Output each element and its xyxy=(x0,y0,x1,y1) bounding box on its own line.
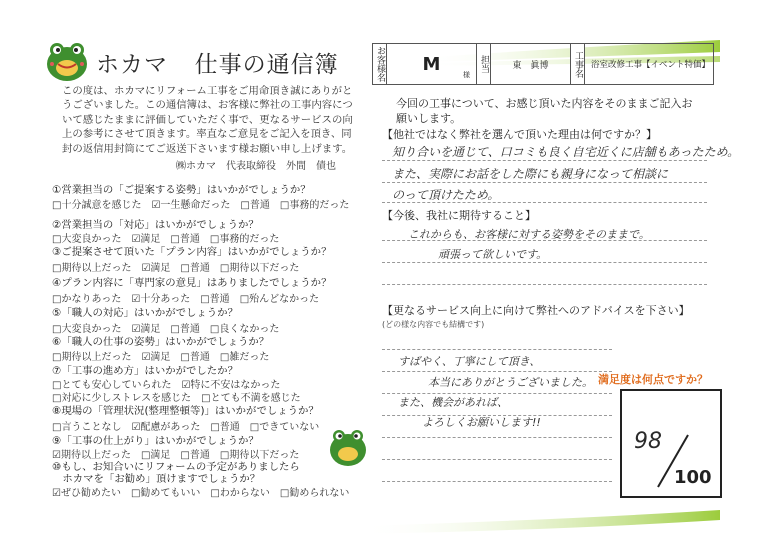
advice-line-4: よろしくお願いします!! xyxy=(422,416,541,429)
option-row xyxy=(52,196,359,211)
option-checkbox[interactable]: □とても安心していられた xyxy=(52,380,172,391)
option-row xyxy=(52,418,329,433)
option-checkbox[interactable]: □できていない xyxy=(249,422,320,433)
score-max: 100 xyxy=(674,467,712,488)
ruled-line xyxy=(382,481,612,482)
question-text: ⑨「工事の仕上がり」はいかがでしょうか？ xyxy=(52,435,259,447)
question-text: ⑤「職人の対応」はいかがでしょうか？ xyxy=(52,307,238,319)
question-text: ホカマを「お勧め」頂けますでしょうか？ xyxy=(52,473,261,485)
score-question: 満足度は何点ですか？ xyxy=(598,373,708,386)
work-name: 浴室改修工事【イベント特価】 xyxy=(585,44,714,85)
option-checkbox[interactable]: □普通 xyxy=(210,422,240,433)
option-checkbox[interactable]: □十分誠意を感じた xyxy=(52,200,142,211)
staff-label: 担当 xyxy=(477,44,491,85)
option-checkbox[interactable]: ☑満足 xyxy=(141,263,171,274)
ruled-line xyxy=(382,284,707,285)
question-text: ⑧現場の「管理状況(整理整頓等)」はいかがでしょうか？ xyxy=(52,405,319,417)
option-checkbox[interactable]: □期待以上だった xyxy=(52,352,132,363)
brand-name: ホカマ xyxy=(96,52,168,78)
ruled-line xyxy=(382,262,707,263)
mascot-frog-bottom xyxy=(325,424,371,470)
option-checkbox[interactable]: □普通 xyxy=(240,200,270,211)
option-checkbox[interactable]: ☑十分あった xyxy=(131,294,191,305)
option-checkbox[interactable]: □大変良かった xyxy=(52,234,122,245)
staff-name: 東 眞博 xyxy=(491,44,571,85)
option-checkbox[interactable]: □普通 xyxy=(180,352,210,363)
advice-note: (どの様な内容でも結構です) xyxy=(382,320,485,329)
option-checkbox[interactable]: ☑特に不安はなかった xyxy=(181,380,281,391)
option-checkbox[interactable]: □かなりあった xyxy=(52,294,122,305)
score-value: 98 xyxy=(634,429,662,454)
advice-line-1: すばやく、丁寧にして頂き、 xyxy=(398,355,541,368)
option-checkbox[interactable]: □殆んどなかった xyxy=(239,294,320,305)
option-checkbox[interactable]: □普通 xyxy=(180,263,210,274)
mascot-frog-logo xyxy=(42,38,92,84)
question-text: ②営業担当の「対応」はいかがでしょうか？ xyxy=(52,219,259,231)
advice-line-3: また、機会があれば、 xyxy=(398,396,508,409)
reason-line-3: のって頂けたため。 xyxy=(392,188,500,202)
sama-suffix: 様 xyxy=(463,71,470,79)
option-checkbox[interactable]: □期待以下だった xyxy=(219,263,300,274)
option-row xyxy=(52,290,329,305)
option-checkbox[interactable]: □普通 xyxy=(170,324,200,335)
ruled-line xyxy=(382,437,612,438)
reason-title: 【他社ではなく弊社を選んで頂いた理由は何ですか？】 xyxy=(382,128,657,141)
intro-paragraph: この度は、ホカマにリフォーム工事をご用命頂き誠にありがとうございました。この通信簿は、お客様に弊社の工事内容について感じたままに評価していただく事で、更なるサービスの向上の参考にさせて頂きます。率直なご意見をご記入を頂き、同封の返信用封筒にてご返送下さいます様お願い申し上げます。 xyxy=(62,85,353,155)
ruled-line xyxy=(382,371,612,372)
option-checkbox[interactable]: □わからない xyxy=(210,488,270,499)
customer-cell xyxy=(387,44,477,85)
option-checkbox[interactable]: □雑だった xyxy=(219,352,270,363)
work-label: 工事名 xyxy=(571,44,585,85)
option-checkbox[interactable]: □対応に少しストレスを感じた xyxy=(52,393,192,404)
question-text: ①営業担当の「ご提案する姿勢」はいかがでしょうか？ xyxy=(52,184,311,196)
option-checkbox[interactable]: □普通 xyxy=(170,234,200,245)
advice-title: 【更なるサービス向上に向けて弊社へのアドバイスを下さい】 xyxy=(382,304,690,317)
reason-line-2: また、実際にお話をした際にも親身になって相談に xyxy=(392,167,669,181)
ruled-line xyxy=(382,459,612,460)
option-checkbox[interactable]: ☑期待以上だった xyxy=(52,450,131,461)
option-checkbox[interactable]: □勧められない xyxy=(279,488,350,499)
option-checkbox[interactable]: □言うことなし xyxy=(52,422,122,433)
option-checkbox[interactable]: ☑配慮があった xyxy=(131,422,201,433)
ruled-line xyxy=(382,349,612,350)
option-row xyxy=(52,259,309,274)
option-checkbox[interactable]: □普通 xyxy=(180,450,210,461)
option-checkbox[interactable]: □事務的だった xyxy=(279,200,350,211)
question-text: ⑦「工事の進め方」はいかがでしたか？ xyxy=(52,365,238,377)
option-checkbox[interactable]: □良くなかった xyxy=(209,324,280,335)
option-row xyxy=(52,348,279,363)
request-text: 今回の工事について、お感じ頂いた内容をそのままご記入お願いします。 xyxy=(396,97,693,125)
page-title xyxy=(96,46,339,79)
option-checkbox[interactable]: ☑満足 xyxy=(131,234,161,245)
signature: ㈱ホカマ 代表取締役 外間 債也 xyxy=(176,161,336,172)
title-text: 仕事の通信簿 xyxy=(194,52,339,78)
info-header-table xyxy=(372,43,714,85)
option-checkbox[interactable]: □満足 xyxy=(140,450,171,461)
question-text: ⑩もし、お知合いにリフォームの予定がありましたら xyxy=(52,461,300,473)
question-text: ④プラン内容に「専門家の意見」はありましたでしょうか？ xyxy=(52,277,332,289)
advice-line-2: 本当にありがとうございました。 xyxy=(428,376,593,389)
option-checkbox[interactable]: □事務的だった xyxy=(209,234,280,245)
reason-line-1: 知り合いを通じて、口コミも良く自宅近くに店舗もあったため。 xyxy=(392,145,740,159)
option-checkbox[interactable]: □期待以上だった xyxy=(52,263,132,274)
expect-line-2: 頑張って欲しいです。 xyxy=(438,248,548,261)
score-box xyxy=(620,389,722,498)
option-checkbox[interactable]: □期待以下だった xyxy=(219,450,300,461)
expect-line-1: これからも、お客様に対する姿勢をそのままで。 xyxy=(408,228,650,241)
ruled-line xyxy=(382,160,707,161)
option-checkbox[interactable]: □大変良かった xyxy=(52,324,122,335)
customer-label: お客様名 xyxy=(373,44,387,85)
option-checkbox[interactable]: □とても不満を感じた xyxy=(201,393,301,404)
ruled-line xyxy=(382,182,707,183)
expect-title: 【今後、我社に期待すること】 xyxy=(382,209,536,222)
question-text: ⑥「職人の仕事の姿勢」はいかがでしょうか？ xyxy=(52,336,270,348)
customer-name: M xyxy=(422,53,441,75)
option-checkbox[interactable]: ☑満足 xyxy=(131,324,161,335)
option-checkbox[interactable]: □普通 xyxy=(200,294,230,305)
option-checkbox[interactable]: ☑満足 xyxy=(141,352,171,363)
question-text: ③ご提案させて頂いた「プラン内容」はいかがでしょうか？ xyxy=(52,246,332,258)
option-row xyxy=(52,484,359,499)
option-checkbox[interactable]: ☑ぜひ勧めたい xyxy=(52,488,121,499)
option-checkbox[interactable]: ☑一生懸命だった xyxy=(151,200,231,211)
option-checkbox[interactable]: □勧めてもいい xyxy=(130,488,201,499)
